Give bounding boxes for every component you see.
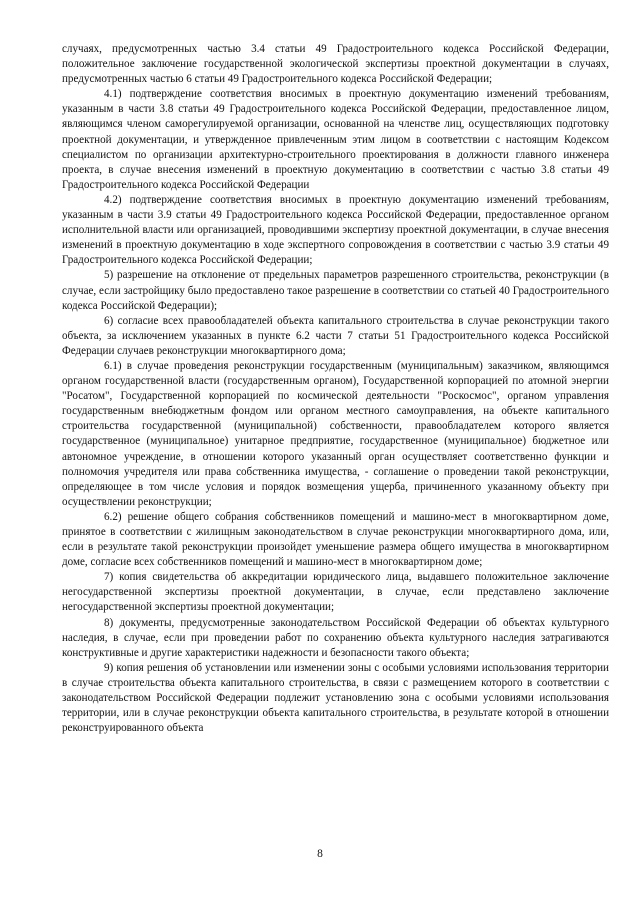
paragraph-item-4-2: 4.2) подтверждение соответствия вносимых в проектную документацию изменений требованиям, указанным в части 3.9 статьи 49 Градостроительного кодекса Российской Федерации, предоставленное органом исполнительной власти или организацией, проводившими экспертизу проектной документации, в случае внесения изменений в проектную документацию в ходе экспертного сопровождения в соответствии с частью 3.9 статьи 49 Градостроительного кодекса Российской Федерации; xyxy=(62,193,609,267)
paragraph-item-6-2: 6.2) решение общего собрания собственников помещений и машино-мест в многоквартирном доме, принятое в соответствии с жилищным законодательством в случае реконструкции многоквартирного дома, или, если в результате такой реконструкции произойдет уменьшение размера общего имущества в многоквартирном доме, согласие всех собственников помещений и машино-мест в многоквартирном доме; xyxy=(62,510,609,569)
paragraph-item-7: 7) копия свидетельства об аккредитации юридического лица, выдавшего положительное заключение негосударственной экспертизы проектной документации, в случае, если представлено заключение негосударственной экспертизы проектной документации; xyxy=(62,571,609,614)
paragraph-continuation: случаях, предусмотренных частью 3.4 статьи 49 Градостроительного кодекса Российской Федерации, положительное заключение государственной экологической экспертизы проектной документации в случаях, предусмотренных частью 6 статьи 49 Градостроительного кодекса Российской Федерации; xyxy=(62,43,609,86)
paragraph-item-5: 5) разрешение на отклонение от предельных параметров разрешенного строительства, реконструкции (в случае, если застройщику было предоставлено такое разрешение в соответствии со статьей 40 Градостроительного кодекса Российской Федерации); xyxy=(62,269,609,312)
page-number: 8 xyxy=(317,848,323,860)
paragraph-item-4-1: 4.1) подтверждение соответствия вносимых в проектную документацию изменений требованиям, указанным в части 3.8 статьи 49 Градостроительного кодекса Российской Федерации, предоставленное лицом, являющимся членом саморегулируемой организации, основанной на членстве лиц, осуществляющих подготовку проектной документации, и утвержденное привлеченным этим лицом в соответствии с настоящим Кодексом специалистом по организации архитектурно-строительного проектирования в должности главного инженера проекта, в случае внесения изменений в проектную документацию в соответствии с частью 3.8 статьи 49 Градостроительного кодекса Российской Федерации xyxy=(62,88,609,191)
paragraph-item-6-1: 6.1) в случае проведения реконструкции государственным (муниципальным) заказчиком, являющимся органом государственной власти (государственным органом), Государственной корпорацией по атомной энергии "Росатом", Государственной корпорацией по космической деятельности "Роскосмос", органом управления государственным внебюджетным фондом или органом местного самоуправления, на объекте капитального строительства государственной (муниципальной) собственности, правообладателем которого является государственное (муниципальное) унитарное предприятие, государственное (муниципальное) бюджетное или автономное учреждение, в отношении которого указанный орган осуществляет соответственно функции и полномочия учредителя или права собственника имущества, - соглашение о проведении такой реконструкции, определяющее в том числе условия и порядок возмещения ущерба, причиненного указанному объекту при осуществлении реконструкции; xyxy=(62,359,609,508)
paragraph-item-9: 9) копия решения об установлении или изменении зоны с особыми условиями использования территории в случае строительства объекта капитального строительства, в связи с размещением которого в соответствии с законодательством Российской Федерации подлежит установлению зона с особыми условиями использования территории, или в случае реконструкции объекта капитального строительства, в результате которой в отношении реконструированного объекта xyxy=(62,661,609,735)
document-body xyxy=(62,42,609,736)
paragraph-item-8: 8) документы, предусмотренные законодательством Российской Федерации об объектах культурного наследия, в случае, если при проведении работ по сохранению объекта культурного наследия затрагиваются конструктивные и другие характеристики надежности и безопасности такого объекта; xyxy=(62,616,609,659)
paragraph-item-6: 6) согласие всех правообладателей объекта капитального строительства в случае реконструкции такого объекта, за исключением указанных в пункте 6.2 части 7 статьи 51 Градостроительного кодекса Российской Федерации случаев реконструкции многоквартирного дома; xyxy=(62,314,609,357)
